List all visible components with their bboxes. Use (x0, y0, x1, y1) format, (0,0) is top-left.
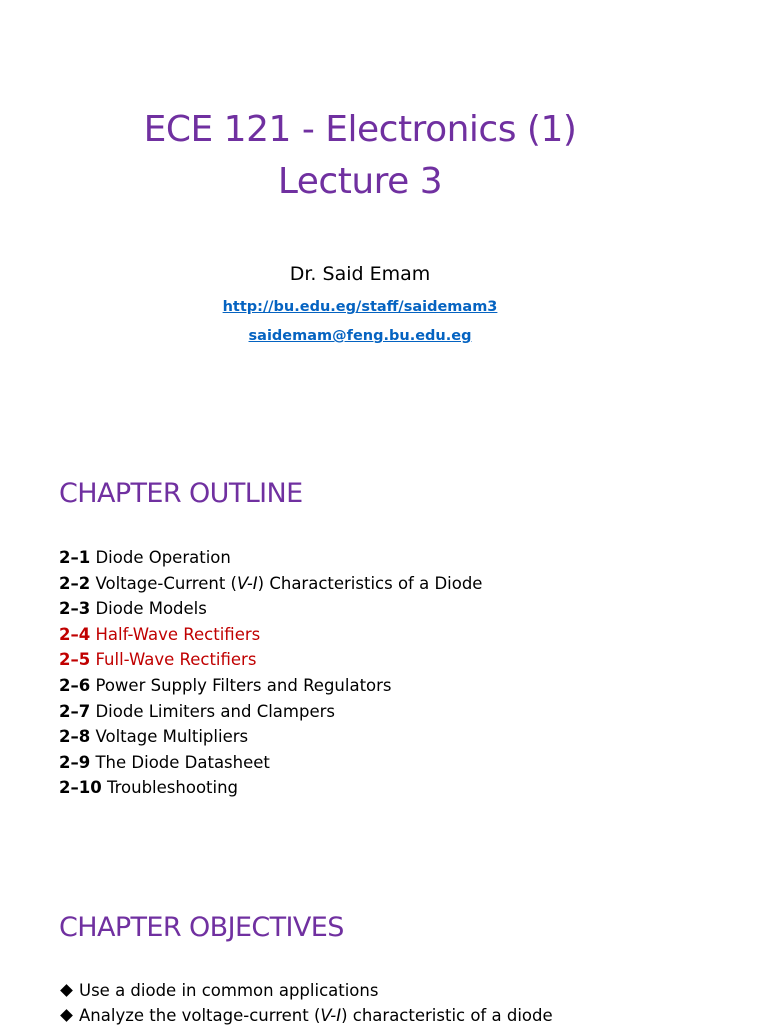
black-diamond-icon (60, 1009, 73, 1022)
objective-text-rest: ) characteristic of a diode (341, 1006, 553, 1025)
section-number: 2–4 (59, 624, 91, 644)
outline-item (59, 545, 482, 571)
section-number: 2–6 (59, 675, 91, 695)
section-title: Diode Models (95, 599, 207, 619)
objective-text: Analyze the voltage-current ( (79, 1006, 321, 1025)
black-diamond-icon (60, 984, 73, 997)
outline-item (59, 750, 482, 776)
outline-item (59, 724, 482, 750)
section-number: 2–7 (59, 701, 91, 721)
chapter-objectives-list (59, 978, 553, 1028)
email-link[interactable]: saidemam@feng.bu.edu.eg (248, 328, 472, 344)
section-title: Full-Wave Rectifiers (95, 650, 257, 670)
chapter-outline-heading: CHAPTER OUTLINE (59, 478, 303, 509)
outline-item (59, 673, 482, 699)
objective-text: Use a diode in common applications (79, 981, 379, 1000)
objective-text-italic: V-I (320, 1006, 342, 1025)
outline-item (59, 775, 482, 801)
section-title: Diode Operation (95, 548, 231, 567)
section-title: Half-Wave Rectifiers (95, 624, 261, 644)
section-number: 2–2 (59, 573, 91, 593)
outline-item (59, 647, 482, 673)
section-title-rest: ) Characteristics of a Diode (257, 573, 483, 593)
author-name: Dr. Said Emam (289, 263, 431, 285)
outline-item (59, 622, 482, 648)
outline-item (59, 571, 482, 597)
section-title: Voltage-Current ( (95, 573, 237, 593)
section-number: 2–10 (59, 778, 102, 798)
chapter-outline-list (59, 545, 482, 801)
outline-item (59, 596, 482, 622)
section-number: 2–3 (59, 599, 91, 619)
lecture-title (0, 104, 720, 208)
section-title: Power Supply Filters and Regulators (95, 675, 392, 695)
section-title: The Diode Datasheet (95, 752, 270, 772)
objective-item (59, 978, 553, 1003)
section-number: 2–5 (59, 650, 91, 670)
chapter-objectives-heading: CHAPTER OBJECTIVES (59, 912, 344, 943)
title-line-course: ECE 121 - Electronics (1) (143, 109, 577, 150)
section-title: Troubleshooting (106, 778, 239, 798)
title-line-lecture: Lecture 3 (277, 161, 443, 202)
staff-page-link[interactable]: http://bu.edu.eg/staff/saidemam3 (222, 299, 498, 315)
section-number: 2–1 (59, 548, 91, 567)
section-title: Voltage Multipliers (95, 727, 249, 747)
title-slide (0, 0, 768, 430)
section-title: Diode Limiters and Clampers (95, 701, 335, 721)
objective-item (59, 1003, 553, 1028)
outline-item (59, 699, 482, 725)
section-number: 2–9 (59, 752, 91, 772)
section-title-italic: V-I (236, 573, 258, 593)
section-number: 2–8 (59, 727, 91, 747)
